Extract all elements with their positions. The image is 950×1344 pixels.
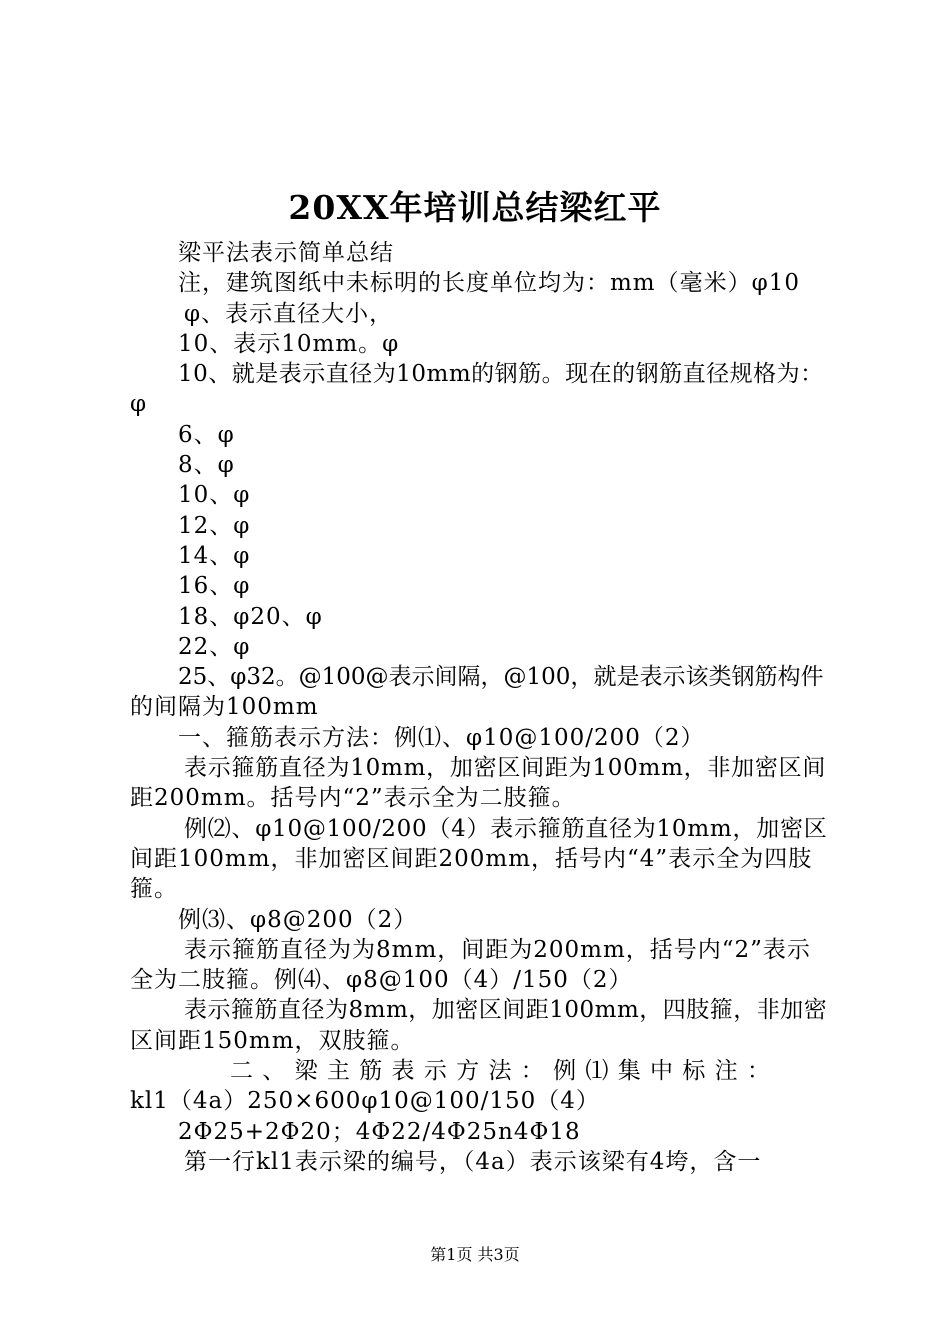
paragraph-line: 第一行kl1表示梁的编号，（4a）表示该梁有4垮，含一 (184, 1148, 762, 1175)
paragraph-line: 表示箍筋直径为10mm，加密区间距为100mm，非加密区间 (184, 755, 827, 782)
paragraph-line: 10、表示10mm。φ (178, 330, 400, 357)
paragraph-line: 2Φ25+2Φ20；4Φ22/4Φ25n4Φ18 (178, 1118, 581, 1145)
paragraph-line: 注，建筑图纸中未标明的长度单位均为：mm（毫米）φ10 (178, 270, 800, 297)
paragraph-line: 22、φ (178, 633, 251, 660)
paragraph-line: 一、箍筋表示方法：例⑴、φ10@100/200（2） (178, 724, 705, 751)
paragraph-line: 例⑵、φ10@100/200（4）表示箍筋直径为10mm，加密区 (184, 815, 828, 842)
paragraph-line: 16、φ (178, 573, 251, 600)
paragraph-line: 的间隔为100mm (130, 694, 319, 721)
paragraph-line: 12、φ (178, 512, 251, 539)
paragraph-line: 6、φ (178, 421, 235, 448)
paragraph-line: 全为二肢箍。例⑷、φ8@100（4）/150（2） (130, 967, 633, 994)
paragraph-line: 8、φ (178, 452, 235, 479)
paragraph-line: 区间距150mm，双肢箍。 (130, 1027, 415, 1054)
paragraph-line: 表示箍筋直径为为8mm，间距为200mm，括号内“2”表示 (184, 936, 811, 963)
paragraph-line: 25、φ32。@100@表示间隔，@100，就是表示该类钢筋构件 (178, 664, 824, 691)
paragraph-line: 10、就是表示直径为10mm的钢筋。现在的钢筋直径规格为： (178, 361, 824, 388)
paragraph-line: 二 、 梁 主 筋 表 示 方 法 ： 例 ⑴ 集 中 标 注 ： (230, 1058, 771, 1085)
paragraph-line: 箍。 (130, 876, 178, 903)
paragraph-line: φ、表示直径大小， (184, 300, 394, 327)
paragraph-line: 间距100mm，非加密区间距200mm，括号内“4”表示全为四肢 (130, 845, 813, 872)
paragraph-line: 距200mm。括号内“2”表示全为二肢箍。 (130, 785, 576, 812)
paragraph-line: 10、φ (178, 482, 251, 509)
paragraph-line: 表示箍筋直径为8mm，加密区间距100mm，四肢箍，非加密 (184, 997, 828, 1024)
paragraph-line: 例⑶、φ8@200（2） (178, 906, 418, 933)
paragraph-line: 梁平法表示简单总结 (178, 240, 394, 266)
page-number-footer: 第1页 共3页 (430, 1245, 520, 1264)
paragraph-line: φ (130, 391, 148, 418)
paragraph-line: 18、φ20、φ (178, 603, 323, 630)
document-body (130, 238, 830, 1177)
paragraph-line: 14、φ (178, 542, 251, 569)
paragraph-line: kl1（4a）250×600φ10@100/150（4） (130, 1088, 600, 1115)
document-title: 20XX年培训总结梁红平 (288, 188, 662, 227)
